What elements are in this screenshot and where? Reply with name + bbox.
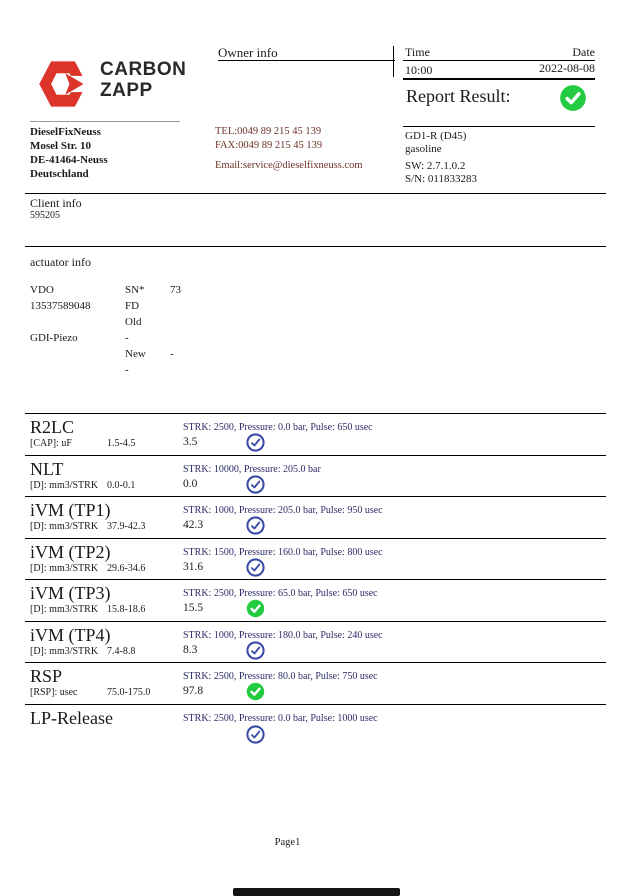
page-number: Page1 <box>274 837 301 848</box>
test-measured-value: 15.5 <box>183 602 204 614</box>
test-measure-label: [CAP]: uF <box>30 438 72 449</box>
machine-sw: SW: 2.7.1.0.2 <box>405 160 466 172</box>
test-measured-value: 0.0 <box>183 477 198 490</box>
machine-top-rule <box>403 126 595 127</box>
actuator-col2: FD <box>125 300 140 312</box>
owner-name: DieselFixNeuss <box>30 126 101 138</box>
test-measured-value: 8.3 <box>183 643 198 656</box>
test-name: iVM (TP4) <box>30 624 111 645</box>
pass-check-icon-green <box>246 682 265 701</box>
actuator-table <box>30 284 350 380</box>
test-measure-label: [D]: mm3/STRK <box>30 604 99 615</box>
test-row <box>25 455 606 497</box>
actuator-row <box>30 300 350 316</box>
test-row <box>25 621 606 663</box>
test-parameters: STRK: 10000, Pressure: 205.0 bar <box>183 463 321 475</box>
report-result-label: Report Result: <box>406 86 511 106</box>
actuator-row <box>30 284 350 300</box>
date-label: Date <box>572 45 595 59</box>
test-nominal-range: 15.8-18.6 <box>107 604 146 615</box>
header-divider <box>393 46 394 77</box>
test-name: iVM (TP1) <box>30 500 111 520</box>
test-parameters: STRK: 2500, Pressure: 65.0 bar, Pulse: 650 usec <box>183 588 378 599</box>
actuator-col1: VDO <box>30 284 54 296</box>
test-measure-label: [D]: mm3/STRK <box>30 521 99 532</box>
owner-tel: TEL:0049 89 215 45 139 <box>215 126 322 137</box>
pass-check-icon-blue <box>246 558 265 577</box>
test-row <box>25 704 606 746</box>
test-parameters: STRK: 2500, Pressure: 0.0 bar, Pulse: 650 usec <box>183 422 373 433</box>
pass-check-icon-blue <box>246 641 265 660</box>
pass-check-icon-blue <box>246 725 265 744</box>
owner-city: DE-41464-Neuss <box>30 154 108 166</box>
machine-fuel: gasoline <box>405 143 442 155</box>
test-name: iVM (TP2) <box>30 541 111 562</box>
test-parameters: STRK: 1000, Pressure: 180.0 bar, Pulse: 240 usec <box>183 629 383 641</box>
owner-contact <box>215 125 363 173</box>
actuator-row <box>30 316 350 332</box>
test-name: iVM (TP3) <box>30 583 111 603</box>
pass-check-icon-blue <box>246 516 265 535</box>
test-name: NLT <box>30 458 64 479</box>
carbonzapp-logo-icon <box>36 57 90 111</box>
test-nominal-range: 75.0-175.0 <box>107 687 151 698</box>
client-top-rule <box>25 193 606 194</box>
time-label: Time <box>405 45 430 59</box>
pass-check-icon-green <box>246 599 265 618</box>
actuator-col2: - <box>125 332 129 344</box>
test-parameters: STRK: 1500, Pressure: 160.0 bar, Pulse: 800 usec <box>183 546 383 558</box>
client-bottom-rule <box>25 246 606 247</box>
address-divider <box>30 121 180 122</box>
actuator-col3: 73 <box>170 284 181 296</box>
test-nominal-range: 0.0-0.1 <box>107 479 136 491</box>
time-value: 10:00 <box>405 63 433 77</box>
test-name: R2LC <box>30 417 75 437</box>
test-row <box>25 662 606 704</box>
owner-info-underline <box>218 60 395 61</box>
owner-street: Mosel Str. 10 <box>30 140 92 152</box>
owner-info-label: Owner info <box>218 45 278 60</box>
test-name: RSP <box>30 666 63 686</box>
owner-fax: FAX:0049 89 215 45 139 <box>215 140 323 151</box>
test-nominal-range: 7.4-8.8 <box>107 645 136 657</box>
brand-line2: ZAPP <box>100 80 153 101</box>
owner-email: Email:service@dieselfixneuss.com <box>215 160 363 171</box>
report-result-pass-check-icon <box>559 84 587 112</box>
test-results-table <box>25 413 606 745</box>
test-measured-value: 31.6 <box>183 560 204 573</box>
test-nominal-range: 1.5-4.5 <box>107 438 136 449</box>
test-measure-label: [D]: mm3/STRK <box>30 479 99 491</box>
actuator-info-label: actuator info <box>30 255 91 269</box>
test-row <box>25 579 606 621</box>
actuator-col3: - <box>170 348 174 360</box>
owner-country: Deutschland <box>30 168 89 180</box>
test-name: LP-Release <box>30 707 113 728</box>
test-measured-value: 42.3 <box>183 519 204 531</box>
machine-sn: S/N: 011833283 <box>405 173 478 185</box>
test-row <box>25 496 606 538</box>
actuator-col2: Old <box>125 316 142 328</box>
test-row <box>25 538 606 580</box>
actuator-row <box>30 364 350 380</box>
actuator-col1: 13537589048 <box>30 300 91 312</box>
test-measured-value: 3.5 <box>183 436 198 448</box>
owner-address <box>30 125 108 181</box>
machine-model: GD1-R (D45) <box>405 130 467 142</box>
test-measured-value: 97.8 <box>183 685 204 697</box>
client-info-label: Client info <box>30 196 82 210</box>
date-value: 2022-08-08 <box>539 61 595 75</box>
test-row <box>25 413 606 455</box>
client-id: 595205 <box>30 210 60 221</box>
test-parameters: STRK: 2500, Pressure: 80.0 bar, Pulse: 750 usec <box>183 671 378 682</box>
test-parameters: STRK: 2500, Pressure: 0.0 bar, Pulse: 1000 usec <box>183 712 378 724</box>
test-parameters: STRK: 1000, Pressure: 205.0 bar, Pulse: 950 usec <box>183 505 383 516</box>
brand-name <box>100 59 186 101</box>
actuator-row <box>30 332 350 348</box>
actuator-row <box>30 348 350 364</box>
test-measure-label: [D]: mm3/STRK <box>30 562 99 574</box>
test-nominal-range: 37.9-42.3 <box>107 521 146 532</box>
test-nominal-range: 29.6-34.6 <box>107 562 146 574</box>
actuator-col2: SN* <box>125 284 145 296</box>
pass-check-icon-blue <box>246 475 265 494</box>
pass-check-icon-blue <box>246 433 265 452</box>
actuator-col1: GDI-Piezo <box>30 332 78 344</box>
test-measure-label: [RSP]: usec <box>30 687 78 698</box>
actuator-col2: New <box>125 348 146 360</box>
time-date-bottom-rule <box>403 78 595 80</box>
brand-line1: CARBON <box>100 59 187 80</box>
home-indicator-bar <box>233 888 400 896</box>
test-measure-label: [D]: mm3/STRK <box>30 645 99 657</box>
machine-info <box>405 130 477 186</box>
actuator-col2: - <box>125 364 129 376</box>
